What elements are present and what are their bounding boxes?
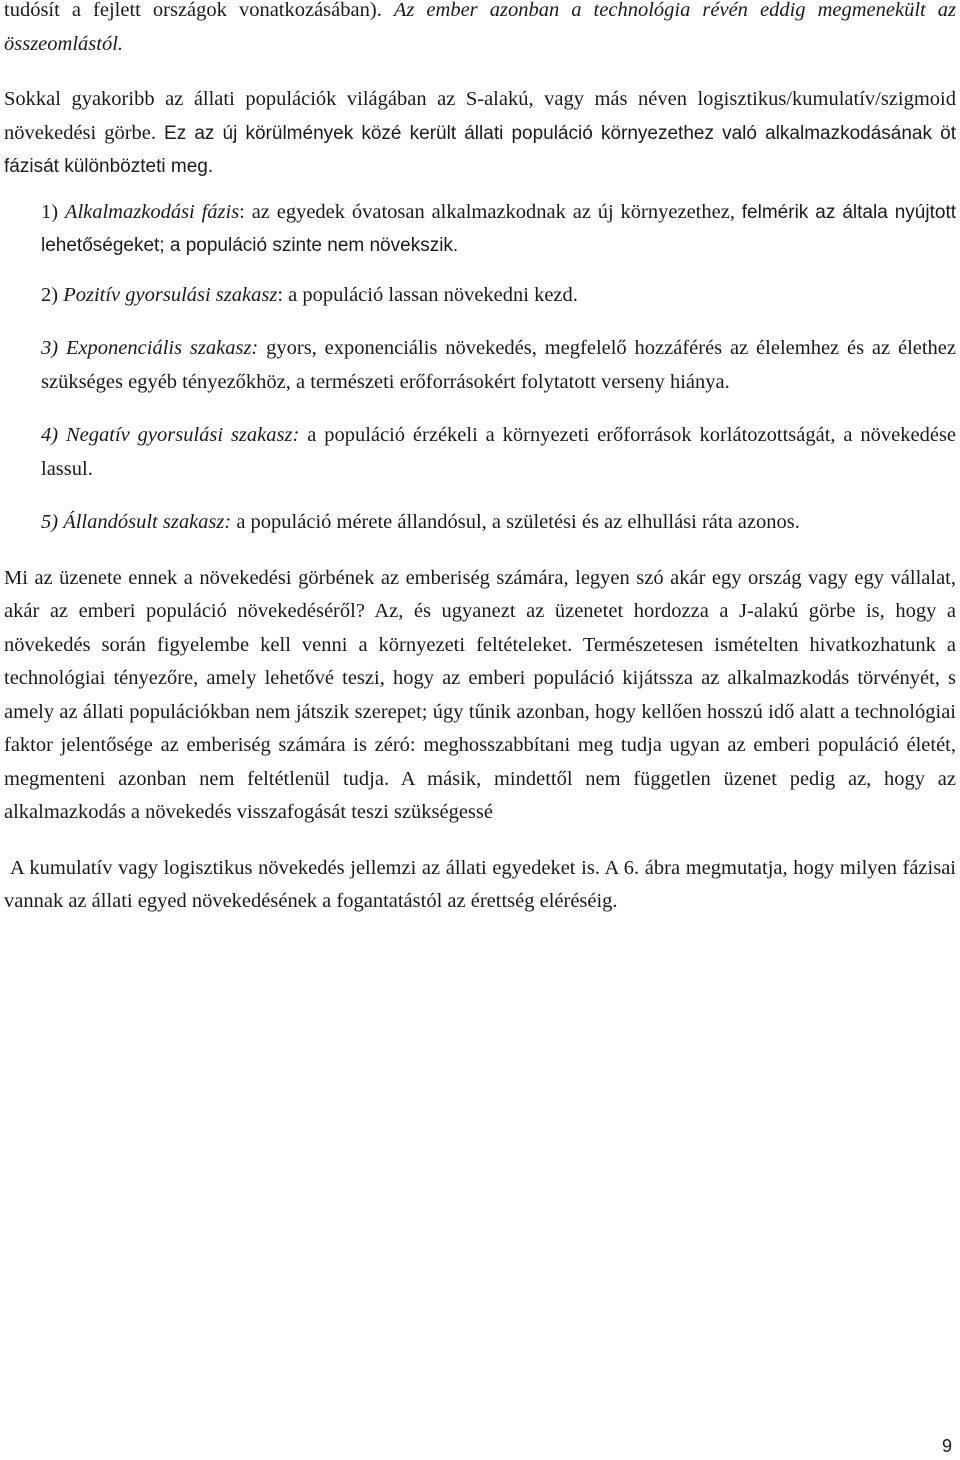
intro-paragraph [4, 0, 956, 61]
phase-number: 1) [41, 200, 59, 223]
phase-title: Exponenciális szakasz: [65, 337, 259, 359]
phase-text: a populáció mérete állandósul, a születési és az elhullási ráta azonos. [236, 511, 800, 533]
phase-title: Állandósult szakasz: [63, 511, 232, 533]
list-item [41, 196, 956, 263]
list-item [41, 419, 956, 486]
s-curve-phases-text: Ez az új körülmények közé került állati populáció környezethez való alkalmazkodásának öt fázisát különbözteti meg. [4, 122, 956, 177]
phase-text: a populáció érzékeli a környezeti erőforrások korlátozottságát, a növekedése lassul. [41, 424, 957, 480]
document-page [4, 0, 956, 919]
phase-text: az egyedek óvatosan alkalmazkodnak az új környezethez, [251, 200, 742, 223]
phase-text: gyors, exponenciális növekedés, megfelelő hozzáférés az élelemhez és az élethez szükséges egyéb tényezőkhöz, a természeti erőforrásokért folytatott verseny hiánya. [41, 337, 957, 393]
intro-text: tudósít a fejlett országok vonatkozásában). [4, 0, 394, 21]
phase-title: Negatív gyorsulási szakasz: [65, 424, 300, 446]
page-number: 9 [941, 1436, 952, 1456]
phase-number: 2) [41, 283, 59, 306]
phase-separator: : [239, 200, 252, 223]
closing-paragraph: A kumulatív vagy logisztikus növekedés jellemzi az állati egyedeket is. A 6. ábra megmutatja, hogy milyen fázisai vannak az állati egyed növekedésének a fogantatástól az érettség eléréséig. [4, 856, 956, 912]
phase-text: a populáció lassan növekedni kezd. [288, 283, 578, 306]
phase-title: Pozitív gyorsulási szakasz [63, 283, 278, 306]
phase-number: 5) [41, 511, 59, 533]
phase-separator [258, 337, 266, 359]
list-item [41, 279, 956, 313]
phase-list [41, 196, 956, 540]
phase-title: Alkalmazkodási fázis [64, 200, 240, 223]
phase-separator: : [277, 283, 289, 306]
intro-italic-text: Az ember azonban a technológia révén eddig megmenekült az összeomlástól. [4, 0, 957, 55]
list-item [41, 332, 956, 399]
list-item [41, 506, 956, 540]
s-curve-paragraph [4, 83, 956, 184]
phase-number: 3) [41, 337, 59, 359]
s-curve-text: Sokkal gyakoribb az állati populációk világában az S-alakú, vagy más néven logisztikus/kumulatív/szigmoid növekedési görbe. [4, 88, 956, 144]
phase-text-sans: felmérik az általa nyújtott lehetőségeket; a populáció szinte nem növekszik. [41, 201, 957, 256]
message-paragraph: Mi az üzenete ennek a növekedési görbének az emberiség számára, legyen szó akár egy ország vagy egy vállalat, akár az emberi populáció növekedéséről? Az, és ugyanezt az üzenetet hordozza a J-alakú görbe is, hogy a növekedés során figyelembe kell venni a környezeti feltételeket. Természetesen ismételten hivatkozhatunk a technológiai tényezőre, amely lehetővé teszi, hogy az emberi populáció kijátssza az alkalmazkodás törvényét, s amely az állati populációkban nem játszik szerepet; úgy tűnik azonban, hogy kellően hosszú idő alatt a technológiai faktor jelentősége az emberiség számára is zéró: meghosszabbítani meg tudja ugyan az emberi populáció életét, megmenteni azonban nem feltétlenül tudja. A másik, mindettől nem független üzenet pedig az, hogy az alkalmazkodás a növekedés visszafogását teszi szükségessé [4, 566, 956, 823]
phase-number: 4) [41, 424, 59, 446]
